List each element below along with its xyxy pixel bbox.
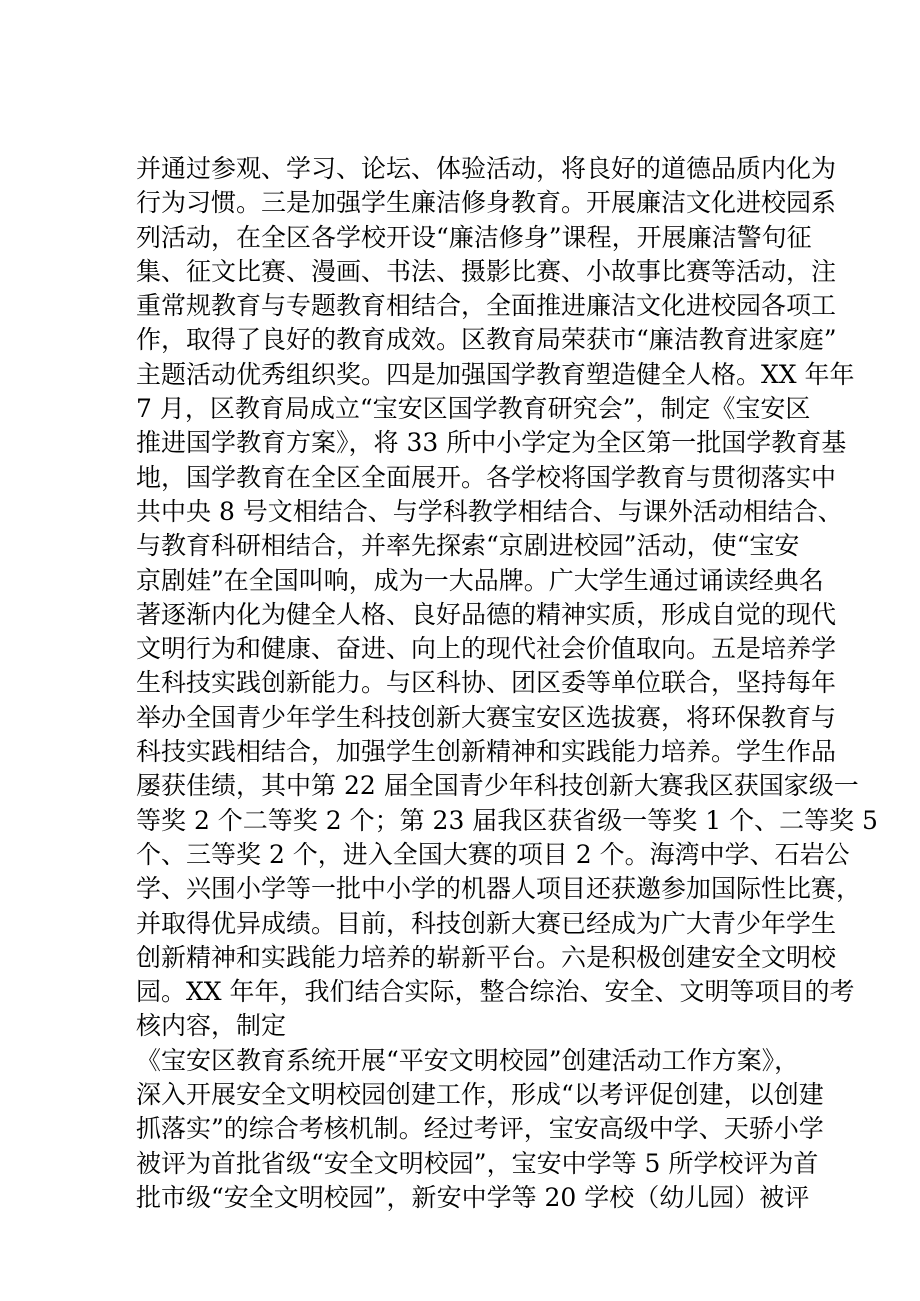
text-line: 作，取得了良好的教育成效。区教育局荣获市“廉洁教育进家庭”: [136, 325, 837, 355]
text-line: 核内容，制定: [136, 1011, 287, 1041]
text-line: 文明行为和健康、奋进、向上的现代社会价值取向。五是培养学: [136, 634, 837, 664]
text-line: 《宝安区教育系统开展“平安文明校园”创建活动工作方案》，: [136, 1045, 800, 1075]
text-line: 推进国学教育方案》，将 33 所中小学定为全区第一批国学教育基: [136, 428, 847, 458]
text-line: 与教育科研相结合，并率先探索“京剧进校园”活动，使“宝安: [136, 531, 800, 561]
text-line: 创新精神和实践能力培养的崭新平台。六是积极创建安全文明校: [136, 942, 837, 972]
text-line: 著逐渐内化为健全人格、良好品德的精神实质，形成自觉的现代: [136, 599, 837, 629]
text-line: 重常规教育与专题教育相结合，全面推进廉洁文化进校园各项工: [136, 291, 837, 321]
text-line: 屡获佳绩，其中第 22 届全国青少年科技创新大赛我区获国家级一: [136, 771, 859, 801]
text-line: 科技实践相结合，加强学生创新精神和实践能力培养。学生作品: [136, 737, 837, 767]
text-line: 深入开展安全文明校园创建工作，形成“以考评促创建，以创建: [136, 1080, 824, 1110]
text-line: 抓落实”的综合考核机制。经过考评，宝安高级中学、天骄小学: [136, 1114, 824, 1144]
text-line: 并通过参观、学习、论坛、体验活动，将良好的道德品质内化为: [136, 154, 837, 183]
text-line: 京剧娃”在全国叫响，成为一大品牌。广大学生通过诵读经典名: [136, 565, 824, 595]
body-text: [136, 152, 878, 1215]
text-line: 主题活动优秀组织奖。四是加强国学教育塑造健全人格。XX 年年: [136, 359, 855, 389]
text-line: 等奖 2 个二等奖 2 个；第 23 届我区获省级一等奖 1 个、二等奖 5: [136, 805, 878, 835]
text-line: 共中央 8 号文相结合、与学科教学相结合、与课外活动相结合、: [136, 496, 843, 526]
text-line: 地，国学教育在全区全面展开。各学校将国学教育与贯彻落实中: [136, 462, 837, 492]
text-line: 并取得优异成绩。目前，科技创新大赛已经成为广大青少年学生: [136, 908, 837, 938]
text-line: 个、三等奖 2 个，进入全国大赛的项目 2 个。海湾中学、石岩公: [136, 839, 850, 869]
text-line: 被评为首批省级“安全文明校园”，宝安中学等 5 所学校评为首: [136, 1148, 819, 1178]
text-line: 举办全国青少年学生科技创新大赛宝安区选拔赛，将环保教育与: [136, 702, 837, 732]
text-line: 学、兴围小学等一批中小学的机器人项目还获邀参加国际性比赛，: [136, 874, 862, 904]
text-line: 7 月，区教育局成立“宝安区国学教育研究会”，制定《宝安区: [136, 394, 811, 424]
text-line: 集、征文比赛、漫画、书法、摄影比赛、小故事比赛等活动，注: [136, 256, 837, 286]
text-line: 园。XX 年年，我们结合实际，整合综治、安全、文明等项目的考: [136, 977, 855, 1007]
text-line: 列活动，在全区各学校开设“廉洁修身”课程，开展廉洁警句征: [136, 222, 812, 252]
text-line: 批市级“安全文明校园”，新安中学等 20 学校（幼儿园）被评: [136, 1182, 810, 1212]
text-line: 生科技实践创新能力。与区科协、团区委等单位联合，坚持每年: [136, 668, 837, 698]
text-line: 行为习惯。三是加强学生廉洁修身教育。开展廉洁文化进校园系: [136, 188, 837, 218]
